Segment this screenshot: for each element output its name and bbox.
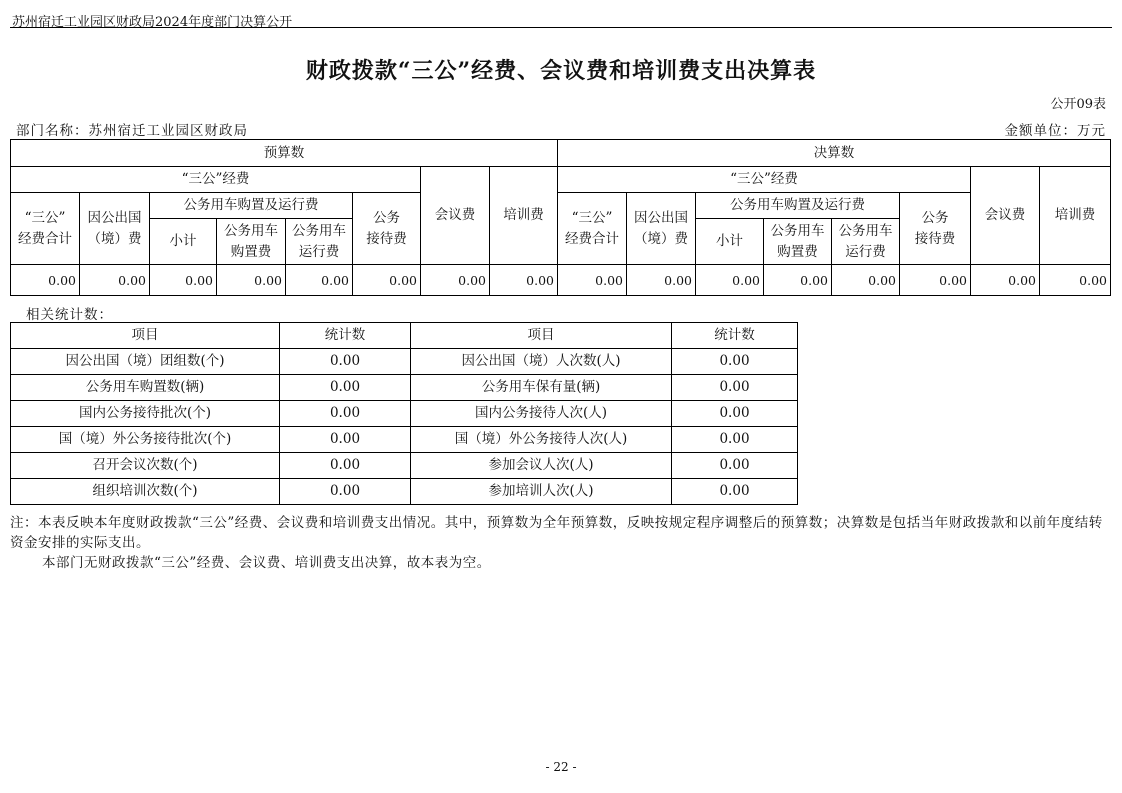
stats-item: 召开会议次数(个) — [11, 453, 280, 479]
stats-value: 0.00 — [672, 453, 798, 479]
stats-value: 0.00 — [280, 479, 411, 505]
budget-header: 预算数 — [11, 140, 558, 167]
value-cell: 0.00 — [421, 265, 490, 296]
final-subtotal-header: 小计 — [696, 219, 764, 265]
final-training-header: 培训费 — [1040, 167, 1111, 265]
budget-car-buy-header: 公务用车 购置费 — [217, 219, 286, 265]
final-car-buy-header: 公务用车 购置费 — [764, 219, 832, 265]
value-cell: 0.00 — [971, 265, 1040, 296]
stats-value: 0.00 — [672, 401, 798, 427]
stats-value: 0.00 — [672, 349, 798, 375]
table-note-empty: 本部门无财政拨款“三公”经费、会议费、培训费支出决算，故本表为空。 — [42, 555, 491, 571]
table-row — [11, 401, 798, 427]
value-cell: 0.00 — [900, 265, 971, 296]
stats-item: 国内公务接待批次(个) — [11, 401, 280, 427]
value-cell: 0.00 — [832, 265, 900, 296]
values-row — [11, 265, 1111, 296]
amount-unit: 金额单位：万元 — [1004, 123, 1106, 139]
table-note: 注：本表反映本年度财政拨款“三公”经费、会议费和培训费支出情况。其中，预算数为全年预算数，反映按规定程序调整后的预算数；决算数是包括当年财政拨款和以前年度结转资金安排的实际支出。 — [10, 515, 1103, 551]
stats-item: 公务用车购置数(辆) — [11, 375, 280, 401]
stats-item: 因公出国（境）人次数(人) — [411, 349, 672, 375]
budget-reception-header: 公务 接待费 — [353, 193, 421, 265]
stats-item: 国（境）外公务接待人次(人) — [411, 427, 672, 453]
stats-value: 0.00 — [672, 479, 798, 505]
budget-abroad-header: 因公出国 （境）费 — [80, 193, 150, 265]
document-header: 苏州宿迁工业园区财政局2024年度部门决算公开 — [12, 15, 293, 30]
table-row — [11, 375, 798, 401]
final-abroad-header: 因公出国 （境）费 — [627, 193, 696, 265]
budget-total-header: “三公” 经费合计 — [11, 193, 80, 265]
form-number: 公开09表 — [1050, 97, 1106, 112]
stats-value: 0.00 — [672, 427, 798, 453]
stats-header-row — [11, 323, 798, 349]
stats-value: 0.00 — [280, 453, 411, 479]
value-cell: 0.00 — [627, 265, 696, 296]
stats-item: 国内公务接待人次(人) — [411, 401, 672, 427]
stats-item: 因公出国（境）团组数(个) — [11, 349, 280, 375]
value-cell: 0.00 — [217, 265, 286, 296]
page-number: - 22 - — [545, 760, 577, 774]
stats-header-item: 项目 — [411, 323, 672, 349]
value-cell: 0.00 — [696, 265, 764, 296]
final-meeting-header: 会议费 — [971, 167, 1040, 265]
budget-car-group-header: 公务用车购置及运行费 — [150, 193, 353, 219]
value-cell: 0.00 — [353, 265, 421, 296]
budget-meeting-header: 会议费 — [421, 167, 490, 265]
expenditure-table — [10, 139, 1111, 296]
stats-value: 0.00 — [280, 375, 411, 401]
table-row — [11, 479, 798, 505]
value-cell: 0.00 — [764, 265, 832, 296]
stats-value: 0.00 — [280, 401, 411, 427]
final-total-header: “三公” 经费合计 — [558, 193, 627, 265]
final-car-group-header: 公务用车购置及运行费 — [696, 193, 900, 219]
stats-item: 参加培训人次(人) — [411, 479, 672, 505]
table-row — [11, 349, 798, 375]
stats-table — [10, 322, 798, 505]
stats-caption: 相关统计数： — [26, 307, 113, 323]
stats-value: 0.00 — [280, 427, 411, 453]
table-row — [11, 453, 798, 479]
table-row — [11, 427, 798, 453]
value-cell: 0.00 — [286, 265, 353, 296]
value-cell: 0.00 — [80, 265, 150, 296]
budget-training-header: 培训费 — [490, 167, 558, 265]
value-cell: 0.00 — [558, 265, 627, 296]
value-cell: 0.00 — [1040, 265, 1111, 296]
value-cell: 0.00 — [11, 265, 80, 296]
final-sangong-header: “三公”经费 — [558, 167, 971, 193]
stats-item: 国（境）外公务接待批次(个) — [11, 427, 280, 453]
budget-sangong-header: “三公”经费 — [11, 167, 421, 193]
stats-item: 参加会议人次(人) — [411, 453, 672, 479]
budget-car-run-header: 公务用车 运行费 — [286, 219, 353, 265]
final-car-run-header: 公务用车 运行费 — [832, 219, 900, 265]
page-title: 财政拨款“三公”经费、会议费和培训费支出决算表 — [305, 58, 817, 84]
header-divider — [10, 27, 1112, 28]
stats-header-count: 统计数 — [280, 323, 411, 349]
stats-item: 公务用车保有量(辆) — [411, 375, 672, 401]
final-reception-header: 公务 接待费 — [900, 193, 971, 265]
department-name: 部门名称：苏州宿迁工业园区财政局 — [16, 123, 248, 139]
value-cell: 0.00 — [490, 265, 558, 296]
stats-value: 0.00 — [672, 375, 798, 401]
stats-header-count: 统计数 — [672, 323, 798, 349]
stats-item: 组织培训次数(个) — [11, 479, 280, 505]
budget-subtotal-header: 小计 — [150, 219, 217, 265]
final-header: 决算数 — [558, 140, 1111, 167]
value-cell: 0.00 — [150, 265, 217, 296]
stats-value: 0.00 — [280, 349, 411, 375]
stats-header-item: 项目 — [11, 323, 280, 349]
